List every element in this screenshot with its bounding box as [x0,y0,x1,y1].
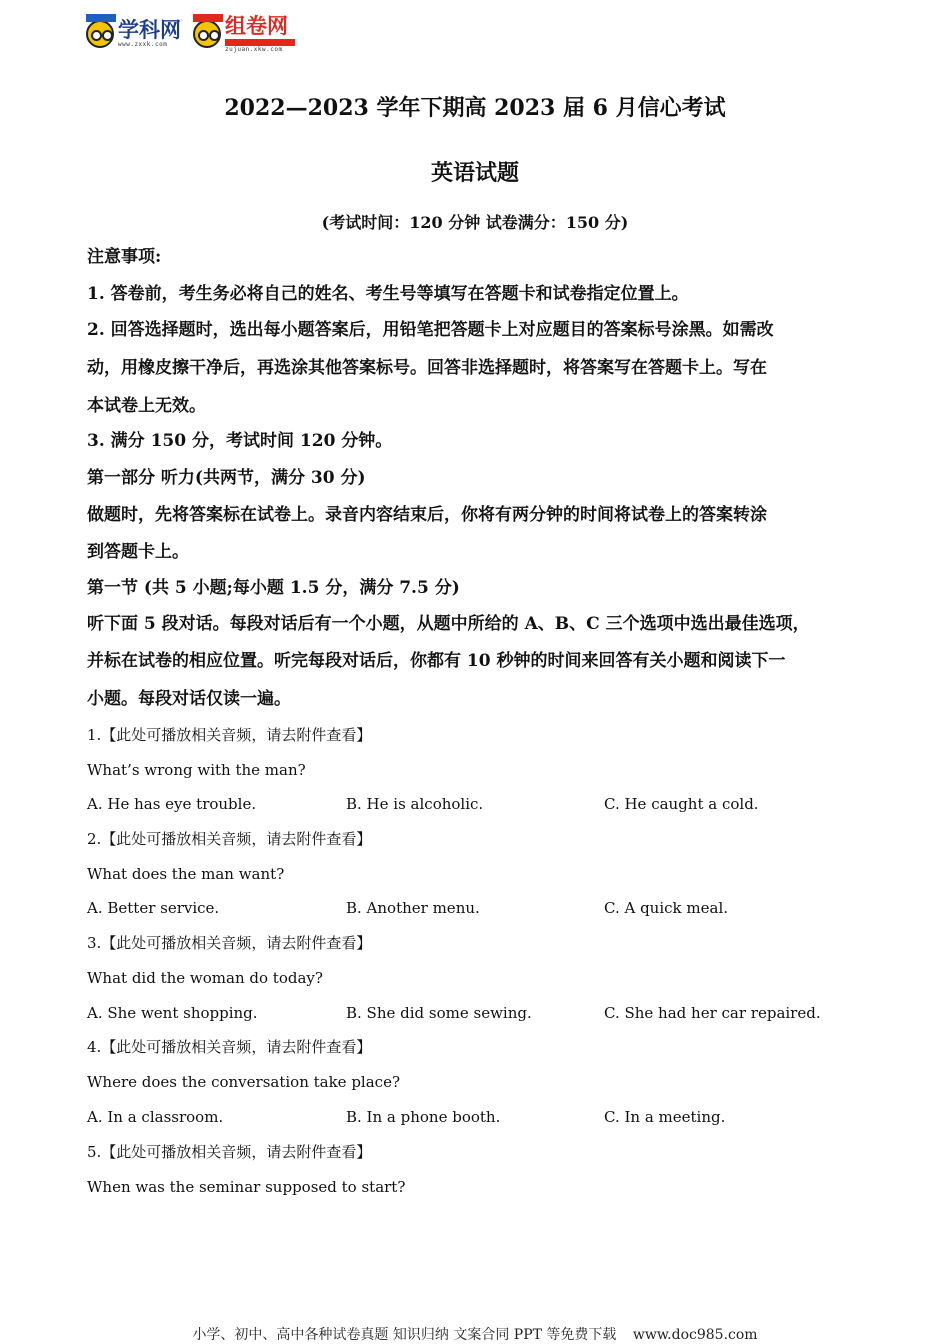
note-item-2-line-3: 本试卷上无效。 [87,396,206,416]
footer-text: 小学、初中、高中各种试卷真题 知识归纳 文案合同 PPT 等免费下载 [192,1327,617,1343]
zxxk-logo-url: www.zxxk.com [118,41,168,48]
question-4-audio-note: 4.【此处可播放相关音频，请去附件查看】 [87,1038,372,1056]
question-2-stem: What does the man want? [87,865,285,883]
question-3-audio-note: 3.【此处可播放相关音频，请去附件查看】 [87,934,372,952]
zujuan-logo-url: zujuan.xkw.com [225,45,283,53]
footer-link[interactable]: www.doc985.com [632,1327,758,1343]
exam-duration: (考试时间：120 分钟 试卷满分：150 分) [321,213,629,232]
section1-instruction-line-3: 小题。每段对话仅读一遍。 [87,689,291,709]
mascot-icon [193,20,221,48]
note-item-2-line-2: 动，用橡皮擦干净后，再选涂其他答案标号。回答非选择题时，将答案写在答题卡上。写在 [87,358,767,378]
question-1-option-c: C. He caught a cold. [604,795,759,813]
question-2-option-a: A. Better service. [87,899,220,917]
zxxk-logo-text: 学科网 [118,18,181,42]
question-4-option-b: B. In a phone booth. [346,1108,501,1126]
section1-heading: 第一节 (共 5 小题;每小题 1.5 分，满分 7.5 分) [87,578,460,598]
question-3-option-b: B. She did some sewing. [346,1004,532,1022]
zujuan-logo [193,13,295,53]
question-3-option-a: A. She went shopping. [87,1004,258,1022]
notes-heading: 注意事项: [87,247,162,267]
note-item-3: 3. 满分 150 分，考试时间 120 分钟。 [87,431,393,451]
question-4-stem: Where does the conversation take place? [87,1073,400,1091]
exam-subject: 英语试题 [430,160,519,186]
page-footer [0,1324,950,1344]
question-1-option-b: B. He is alcoholic. [346,795,484,813]
section1-instruction-line-2: 并标在试卷的相应位置。听完每段对话后，你都有 10 秒钟的时间来回答有关小题和阅读下一 [87,651,786,671]
question-3-option-c: C. She had her car repaired. [604,1004,821,1022]
zxxk-logo [86,20,181,48]
question-2-option-c: C. A quick meal. [604,899,729,917]
logo-banner-bar [225,39,295,46]
question-2-audio-note: 2.【此处可播放相关音频，请去附件查看】 [87,830,372,848]
header-logos [86,12,295,56]
question-3-stem: What did the woman do today? [87,969,323,987]
part1-instruction-line-1: 做题时，先将答案标在试卷上。录音内容结束后，你将有两分钟的时间将试卷上的答案转涂 [87,505,767,525]
question-1-stem: What’s wrong with the man? [87,761,306,779]
zujuan-logo-text: 组卷网 [225,13,288,38]
question-1-audio-note: 1.【此处可播放相关音频，请去附件查看】 [87,726,372,744]
question-2-option-b: B. Another menu. [346,899,480,917]
question-5-stem: When was the seminar supposed to start? [87,1178,406,1196]
part1-instruction-line-2: 到答题卡上。 [87,542,189,562]
note-item-2-line-1: 2. 回答选择题时，选出每小题答案后，用铅笔把答题卡上对应题目的答案标号涂黑。如需改 [87,320,774,340]
question-4-option-a: A. In a classroom. [87,1108,224,1126]
mascot-icon [86,20,114,48]
note-item-1: 1. 答卷前，考生务必将自己的姓名、考生号等填写在答题卡和试卷指定位置上。 [87,284,689,304]
question-1-option-a: A. He has eye trouble. [87,795,257,813]
section1-instruction-line-1: 听下面 5 段对话。每段对话后有一个小题，从题中所给的 A、B、C 三个选项中选出最佳选项， [87,614,810,634]
part1-heading: 第一部分 听力(共两节，满分 30 分) [87,468,366,488]
question-4-option-c: C. In a meeting. [604,1108,726,1126]
exam-title: 2022—2023 学年下期高 2023 届 6 月信心考试 [224,95,726,121]
question-5-audio-note: 5.【此处可播放相关音频，请去附件查看】 [87,1143,372,1161]
